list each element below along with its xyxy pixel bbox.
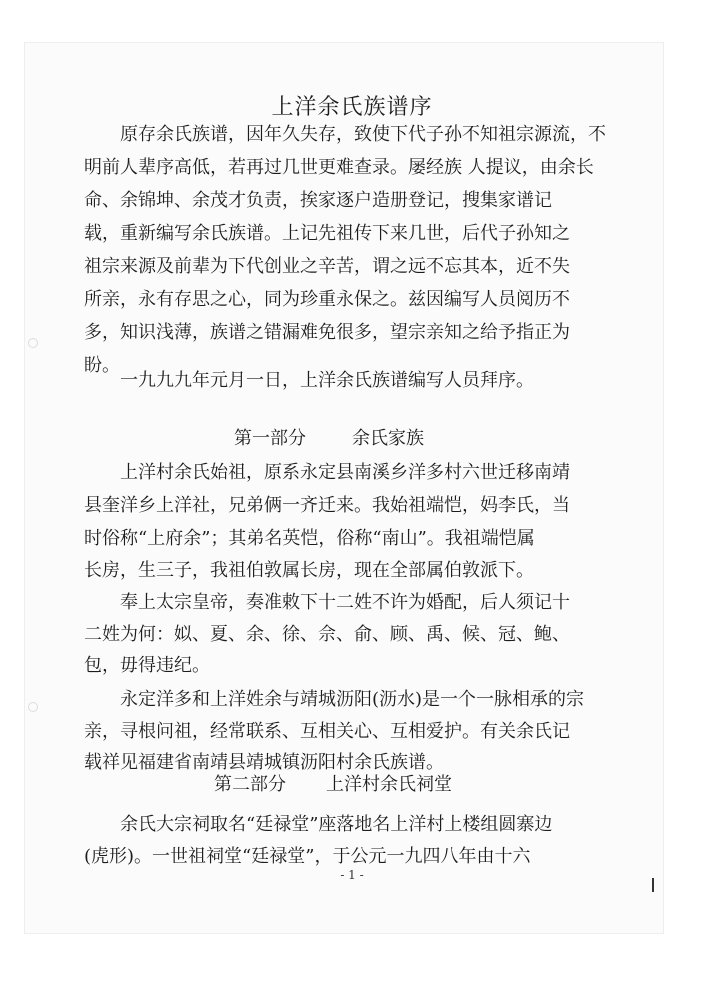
preface-line: 原存余氏族谱，因年久失存，致使下代子孙不知祖宗源流，不 — [120, 124, 606, 145]
part2-label: 第二部分 — [214, 774, 286, 795]
part1-line: 时俗称“上府余”；其弟名英恺，俗称“南山”。我祖端恺属 — [84, 528, 535, 549]
preface-line: 明前人辈序高低，若再过几世更难查录。屡经族 人提议，由余长 — [84, 157, 594, 178]
document-title: 上洋余氏族谱序 — [271, 95, 433, 120]
preface-line: 盼。 — [84, 355, 120, 376]
preface-line: 祖宗来源及前辈为下代创业之辛苦，谓之远不忘其本，近不失 — [84, 256, 570, 277]
preface-line: 多，知识浅薄，族谱之错漏难免很多，望宗亲知之给予指正为 — [84, 322, 570, 343]
part1-line: 县奎洋乡上洋社，兄弟俩一齐迁来。我始祖端恺，妈李氏，当 — [84, 495, 570, 516]
part1-title: 余氏家族 — [352, 428, 424, 449]
preface-line: 载，重新编写余氏族谱。上记先祖传下来几世，后代子孙知之 — [84, 223, 570, 244]
part1-line: 长房，生三子，我祖伯敦属长房，现在全部属伯敦派下。 — [84, 560, 534, 581]
preface-signature: 一九九九年元月一日，上洋余氏族谱编写人员拜序。 — [120, 370, 534, 391]
page-number: - 1 - — [340, 868, 364, 882]
part2-title: 上洋村余氏祠堂 — [326, 774, 452, 795]
part2-line: (虎形)。一世祖祠堂“廷禄堂”，于公元一九四八年由十六 — [84, 846, 531, 867]
part1-line: 上洋村余氏始祖，原系永定县南溪乡洋多村六世迁移南靖 — [120, 462, 570, 483]
part1-line: 载祥见福建省南靖县靖城镇沥阳村余氏族谱。 — [84, 752, 444, 773]
part1-line: 二姓为何：姒、夏、余、徐、佘、俞、顾、禹、候、冠、鲍、 — [84, 624, 570, 645]
part1-label: 第一部分 — [234, 428, 306, 449]
part1-line: 永定洋多和上洋姓余与靖城沥阳(沥水)是一个一脉相承的宗 — [120, 689, 585, 710]
part1-line: 奉上太宗皇帝，奏准敕下十二姓不许为婚配，后人须记十 — [120, 592, 570, 613]
part1-line: 包，毋得违纪。 — [84, 655, 210, 676]
scan-mark — [652, 878, 654, 892]
part2-line: 余氏大宗祠取名“廷禄堂”座落地名上洋村上楼组圆寨边 — [120, 814, 553, 835]
preface-line: 命、余锦坤、余茂才负责，挨家逐户造册登记，搜集家谱记 — [84, 190, 552, 211]
preface-line: 所亲，永有存思之心，同为珍重永保之。兹因编写人员阅历不 — [84, 289, 570, 310]
part1-line: 亲，寻根问祖，经常联系、互相关心、互相爱护。有关余氏记 — [84, 721, 570, 742]
